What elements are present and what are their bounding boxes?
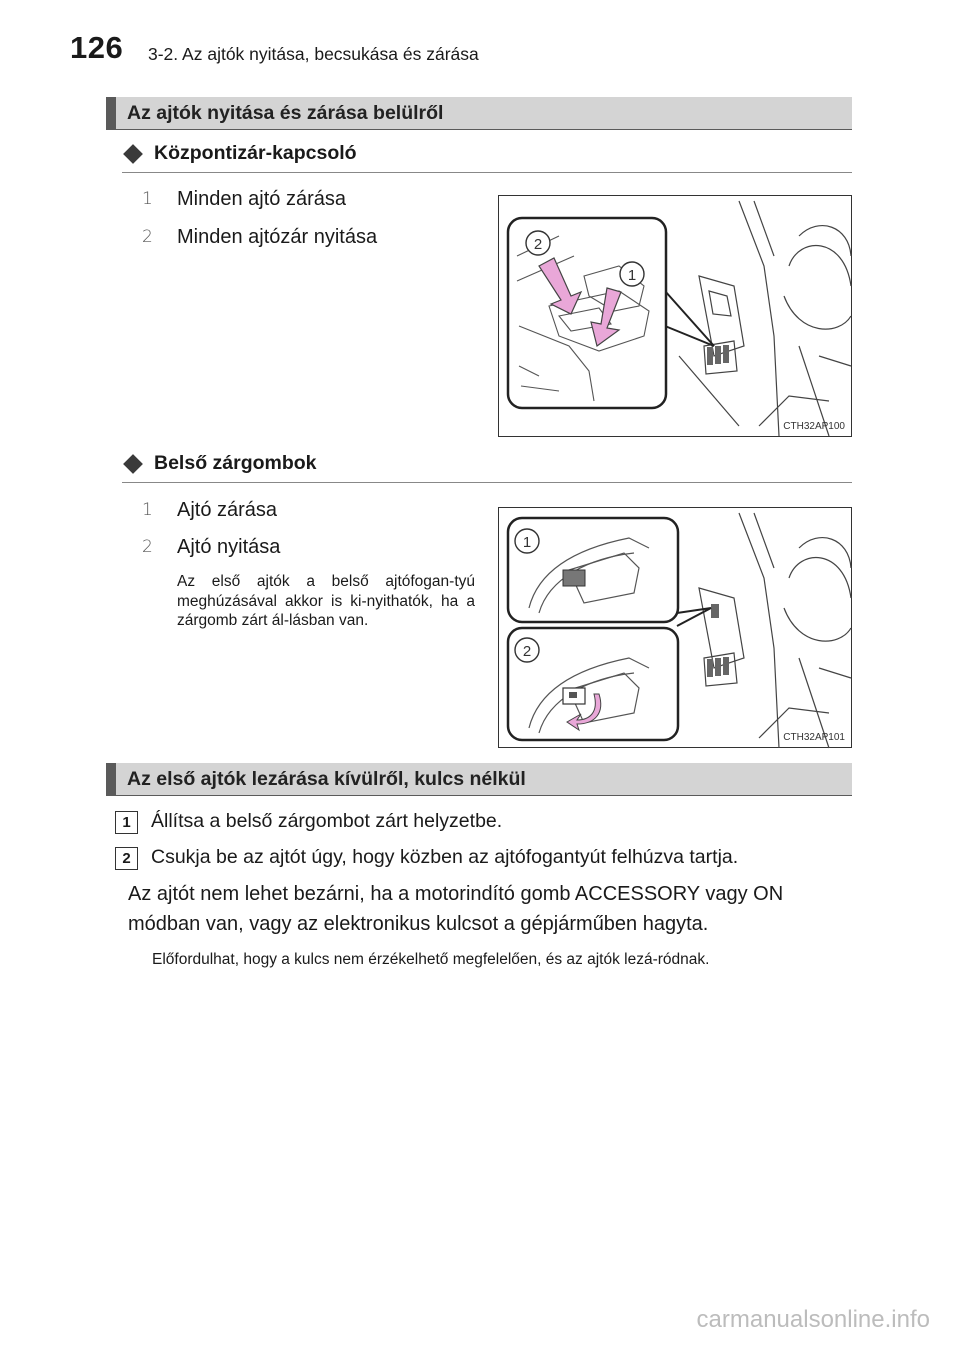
callout-1: 1 [627,267,637,284]
figure-code: CTH32AP100 [783,421,845,432]
page-number: 126 [70,30,124,65]
subheading-label: Belső zárgombok [154,452,317,474]
item-label: Ajtó zárása [177,499,278,521]
item-number: 1 [142,500,153,520]
callout-2: 2 [533,236,543,253]
item-number: 2 [142,227,153,247]
body-paragraph: Az ajtót nem lehet bezárni, ha a motorindító gomb ACCESSORY vagy ON módban van, vagy az elektronikus kulcsot a gépjárműben hagyta. [128,883,784,935]
watermark: carmanualsonline.info [696,1306,930,1333]
section-heading-label: Az ajtók nyitása és zárása belülről [127,102,444,124]
note-paragraph: Előfordulhat, hogy a kulcs nem érzékelhető megfelelően, és az ajtók lezá-ródnak. [152,951,710,968]
item-label: Ajtó nyitása [177,536,281,558]
section-heading-outside-no-key [106,763,852,796]
callout-1: 1 [522,534,532,551]
item-number: 2 [142,537,153,557]
step-text: Állítsa a belső zárgombot zárt helyzetbe. [151,810,503,832]
figure-code: CTH32AP101 [783,732,845,743]
chapter-title: 3-2. Az ajtók nyitása, becsukása és zárása [148,44,479,64]
note-paragraph: Az első ajtók a belső ajtófogan-tyú meghúzásával akkor is ki-nyithatók, ha a zárgomb zárt ál-lásban van. [177,573,475,629]
item-number: 1 [142,189,153,209]
figure-central-lock-switch [498,195,852,437]
figure-illustration [499,196,853,438]
section-heading-label: Az első ajtók lezárása kívülről, kulcs nélkül [127,768,526,790]
figure-inner-lock-buttons [498,507,852,748]
figure-illustration [499,508,853,749]
subheading-central-lock [122,142,852,173]
item-label: Minden ajtózár nyitása [177,226,378,248]
callout-2: 2 [522,643,532,660]
diamond-bullet-icon [123,454,143,474]
subheading-label: Központizár-kapcsoló [154,142,357,164]
subheading-inner-lock-buttons [122,452,852,483]
step-text: Csukja be az ajtót úgy, hogy közben az ajtófogantyút felhúzva tartja. [151,846,739,868]
diamond-bullet-icon [123,144,143,164]
step-number: 1 [115,811,138,834]
section-heading-inside [106,97,852,130]
item-label: Minden ajtó zárása [177,188,346,210]
step-number: 2 [115,847,138,870]
